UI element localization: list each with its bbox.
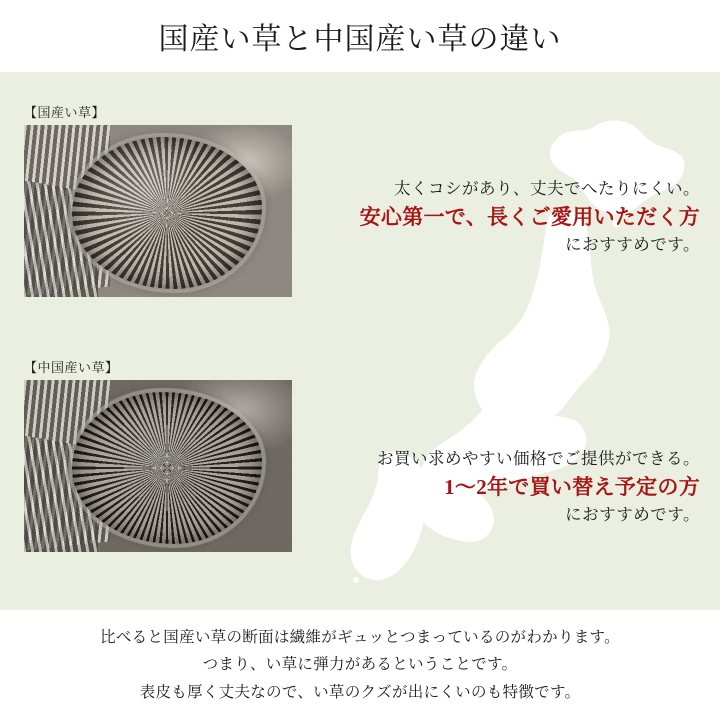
chinese-text-highlight: 1〜2年で買い替え予定の方 <box>444 474 700 499</box>
photo-chinese-cross-section <box>24 380 292 552</box>
photo-label-chinese: 【中国産い草】 <box>24 360 119 375</box>
chinese-text-line1: お買い求めやすい価格でご提供ができる。 <box>377 449 700 468</box>
comparison-panel <box>0 72 720 610</box>
footer-line-2: つまり、い草に弾力があるということです。 <box>202 656 518 674</box>
chinese-text-line3: におすすめです。 <box>565 505 700 525</box>
photo-grain-overlay <box>24 125 292 297</box>
footer-line-3: 表皮も厚く丈夫なので、い草のクズが出にくいのも特徴です。 <box>139 683 581 701</box>
photo-domestic-cross-section <box>24 125 292 297</box>
photo-block-domestic <box>24 102 292 297</box>
photo-grain-overlay <box>24 380 292 552</box>
text-block-domestic <box>300 177 700 258</box>
footer-line-1: 比べると国産い草の断面は繊維がギュッとつまっているのがわかります。 <box>100 629 620 647</box>
photo-label-domestic: 【国産い草】 <box>24 105 106 120</box>
domestic-text-highlight: 安心第一で、長くご愛用いただく方 <box>359 204 700 229</box>
domestic-text-line1: 太くコシがあり、丈夫でへたりにくい。 <box>394 179 700 198</box>
page-title: 国産い草と中国産い草の違い <box>158 23 562 56</box>
domestic-text-line3: におすすめです。 <box>565 235 700 255</box>
text-block-chinese <box>300 447 700 528</box>
page-title-bar <box>0 0 720 72</box>
footer-summary <box>0 610 720 720</box>
photo-block-chinese <box>24 357 292 552</box>
